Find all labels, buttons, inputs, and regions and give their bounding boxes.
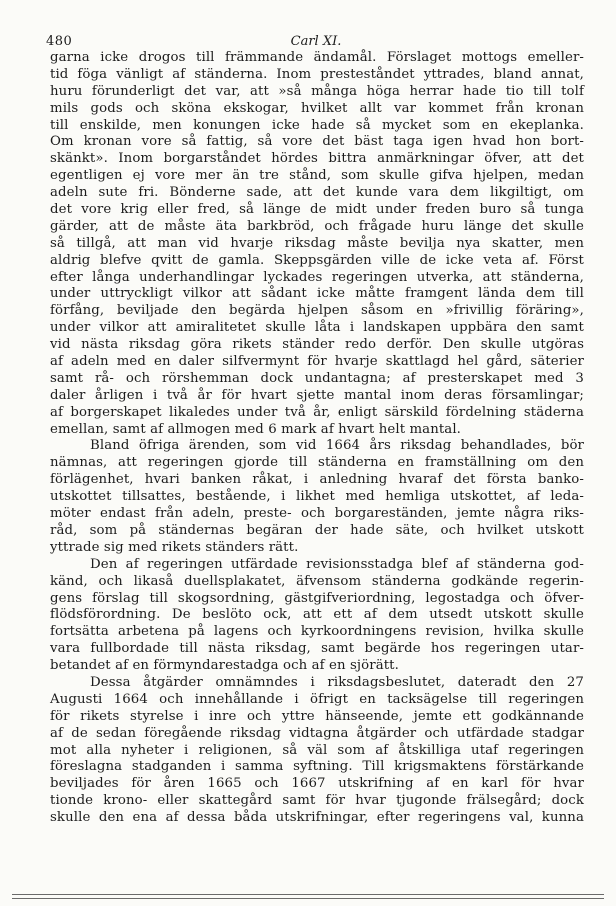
text-line: skänkt». Inom borgarståndet hördes bittra anmärkningar öfver, att det (50, 151, 584, 167)
text-line: råd, som på ständernas begäran der hade säte, och hvilket utskott (50, 522, 584, 538)
text-line: efter långa underhandlingar lyckades regeringen utverka, att ständerna, (50, 269, 584, 285)
text-line: så tillgå, att man vid hvarje riksdag måste bevilja nya skatter, men (50, 235, 584, 251)
text-line: vara fullbordade till nästa riksdag, samt begärde hos regeringen utar- (50, 641, 584, 657)
text-line: Dessa åtgärder omnämndes i riksdagsbeslutet, dateradt den 27 (90, 674, 584, 690)
text-line: huru förunderligt det var, att »så många höga herrar hade tio till tolf (50, 83, 584, 99)
text-line: tionde krono- eller skattegård samt för hvar tjugonde frälsegård; dock (50, 793, 584, 809)
text-line: gärder, att de måste äta barkbröd, och frågade huru länge det skulle (50, 218, 584, 234)
text-line: daler årligen i två år för hvart sjette mantal inom deras församlingar; (50, 387, 584, 403)
body-text (50, 50, 584, 827)
text-line: Om kronan vore så fattig, så vore det bäst taga igen hvad hon bort- (50, 134, 584, 150)
text-line: skulle den ena af dessa båda utskrifningar, efter regeringens val, kunna (50, 810, 584, 826)
text-line: af de sedan föregående riksdag vidtagna åtgärder och utfärdade stadgar (50, 725, 584, 741)
text-line: Den af regeringen utfärdade revisionsstadga blef af ständerna god- (90, 556, 584, 572)
text-line: aldrig blefve qvitt de gamla. Skeppsgärden ville de icke veta af. Först (50, 252, 584, 268)
bottom-rule (12, 894, 604, 895)
text-line: känd, och likaså duellsplakatet, äfvensom ständerna godkände regerin- (50, 573, 584, 589)
text-line: mils gods och sköna ekskogar, hvilket allt var kommet från kronan (50, 100, 584, 116)
text-line: yttrade sig med rikets ständers rätt. (50, 539, 299, 555)
text-line: egentligen ej vore mer än tre stånd, som skulle gifva hjelpen, medan (50, 168, 584, 184)
text-line: tid föga vänligt af ständerna. Inom presteståndet yttrades, bland annat, (50, 66, 584, 82)
text-line: mot alla nyheter i religionen, så väl som af åtskilliga utaf regeringen (50, 742, 584, 758)
text-line: fortsätta arbetena på lagens och kyrkoordningens revision, hvilka skulle (50, 624, 584, 640)
text-line: emellan, samt af allmogen med 6 mark af hvart helt mantal. (50, 421, 462, 437)
text-line: föreslagna stadganden i samma syftning. Till krigsmaktens förstärkande (50, 759, 584, 775)
page-number: 480 (46, 34, 73, 49)
text-line: af borgerskapet likaledes under två år, enligt särskild fördelning städerna (50, 404, 584, 420)
text-line: under vilkor att amiralitetet skulle låta i landskapen uppbära den samt (50, 320, 584, 336)
text-line: förlägenhet, hvari banken råkat, i anledning hvaraf det första banko- (50, 472, 584, 488)
text-line: flödsförordning. De beslöto ock, att ett af dem utsedt utskott skulle (50, 607, 584, 623)
text-line: beviljades för åren 1665 och 1667 utskrifning af en karl för hvar (50, 776, 584, 792)
text-line: vid nästa riksdag göra rikets ständer redo derför. Den skulle utgöras (50, 337, 584, 353)
text-line: Bland öfriga ärenden, som vid 1664 års riksdag behandlades, bör (90, 438, 584, 454)
running-title: Carl XI. (290, 34, 342, 49)
text-line: möter endast från adeln, preste- och borgareständen, jemte några riks- (50, 506, 584, 522)
text-line: garna icke drogos till främmande ändamål. Förslaget mottogs emeller- (50, 50, 584, 65)
text-line: utskottet tillsattes, bestående, i likhet med hemliga utskottet, af leda- (50, 489, 584, 505)
text-line: det vore krig eller fred, så länge de midt under freden buro så tunga (50, 202, 584, 218)
text-line: för rikets styrelse i inre och yttre hänseende, jemte ett godkännande (50, 708, 584, 724)
bottom-rule (12, 898, 604, 899)
text-line: adeln sute fri. Bönderne sade, att det kunde vara dem likgiltigt, om (50, 185, 584, 201)
text-line: till enskilde, men konungen icke hade så mycket som en ekeplanka. (50, 117, 584, 133)
text-line: samt rå- och rörshemman dock undantagna; af presterskapet med 3 (50, 370, 584, 386)
text-line: förfång, beviljade den begärda hjelpen såsom en »frivillig föräring», (50, 303, 584, 319)
text-line: nämnas, att regeringen gjorde till ständerna en framställning om den (50, 455, 584, 471)
text-line: betandet af en förmyndarestadga och af en sjörätt. (50, 658, 399, 674)
text-line: under uttryckligt vilkor att sådant icke måtte framgent lända dem till (50, 286, 584, 302)
text-line: af adeln med en daler silfvermynt för hvarje skattlagd hel gård, säterier (50, 354, 584, 370)
text-line: Augusti 1664 och innehållande i öfrigt en tacksägelse till regeringen (50, 691, 584, 707)
text-line: gens förslag till skogsordning, gästgifveriordning, legostadga och öfver- (50, 590, 584, 606)
